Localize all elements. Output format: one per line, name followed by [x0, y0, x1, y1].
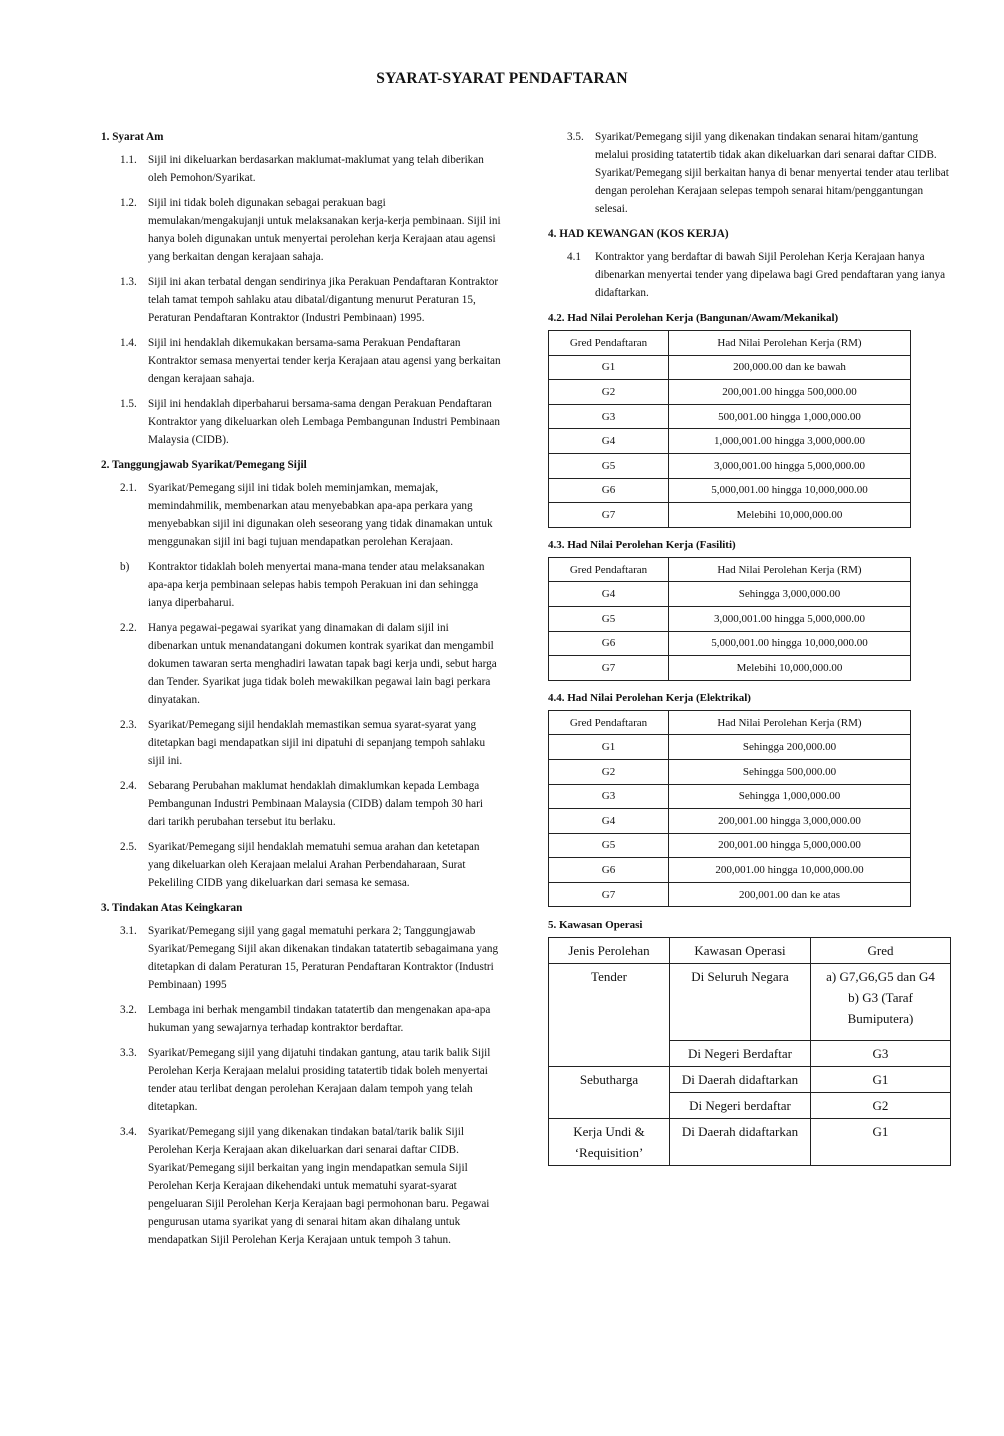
gred-cell: G7	[549, 656, 669, 681]
column-header: Jenis Perolehan	[549, 938, 670, 964]
gred-cell: G2	[549, 759, 669, 784]
clause-text: Syarikat/Pemegang sijil yang gagal mematuhi perkara 2; Tanggungjawab Syarikat/Pemegang Sijil akan dikenakan tindakan tatatertib sebagaimana yang ditetapkan di dalam Peraturan 15, Peraturan Pendaftaran Kontraktor (Industri Pembinaan) 1995	[148, 925, 499, 991]
clause-text: Hanya pegawai-pegawai syarikat yang dinamakan di dalam sijil ini dibenarkan untuk menandatangani dokumen kontrak syarikat dan mengambil dokumen tawaran serta menghadiri lawatan tapak bagi kerja undi, sebut harga dan Tender. Syarikat juga tidak boleh mewakilkan pegawai lain bagi perkara dinyatakan.	[148, 622, 497, 706]
section-1-heading: 1. Syarat Am	[101, 131, 164, 143]
clause-item	[548, 128, 950, 218]
clause-number: 3.2.	[120, 1004, 137, 1016]
clause-text: Sebarang Perubahan maklumat hendaklah dimaklumkan kepada Lembaga Pembangunan Industri Pembinaan Malaysia (CIDB) dalam tempoh 30 hari dari tarikh perubahan tersebut itu berlaku.	[148, 780, 483, 828]
table-row	[549, 882, 911, 907]
clause-item	[101, 479, 501, 551]
clause-number: 3.1.	[120, 925, 137, 937]
clause-text: Kontraktor tidaklah boleh menyertai mana-mana tender atau melaksanakan apa-apa kerja pembinaan selepas habis tempoh Perakuan ini dan sehingga ianya diperbaharui.	[148, 561, 485, 609]
gred-cell: G2	[811, 1093, 951, 1119]
clause-text: Syarikat/Pemegang sijil hendaklah memastikan semua syarat-syarat yang ditetapkan bagi mendapatkan sijil ini dipatuhi di sepanjang tempoh sahlaku sijil ini.	[148, 719, 486, 767]
table-row	[549, 833, 911, 858]
clause-text: Sijil ini tidak boleh digunakan sebagai perakuan bagi memulakan/mengakujanji untuk melaksanakan kerja-kerja pembinaan. Sijil ini hanya boleh digunakan untuk menyertai perolehan kerja Kerajaan atau agensi yang berkaitan dengan kerajaan sahaja.	[148, 197, 501, 263]
table-header-row	[549, 331, 911, 356]
clause-number: 1.2.	[120, 197, 137, 209]
gred-cell	[811, 964, 951, 1041]
gred-line: b) G3 (Taraf Bumiputera)	[847, 990, 914, 1027]
table-header-row	[549, 710, 911, 735]
clause-text: Sijil ini hendaklah dikemukakan bersama-sama Perakuan Pendaftaran Kontraktor semasa menyertai tender kerja Kerajaan atau agensi yang berkaitan dengan kerajaan sahaja.	[148, 337, 501, 385]
clause-text: Syarikat/Pemegang sijil ini tidak boleh meminjamkan, memajak, memindahmilik, membenarkan atau menyebabkan apa-apa perkara yang menyebabkan sijil ini digunakan oleh seseorang yang tidak dinamakan untuk menggunakan sijil ini bagi tujuan mendapatkan perolehan Kerajaan.	[148, 482, 493, 548]
section-2-list	[101, 479, 501, 892]
had-nilai-cell: 500,001.00 hingga 1,000,000.00	[669, 404, 911, 429]
table-row	[549, 656, 911, 681]
table-4-4-heading: 4.4. Had Nilai Perolehan Kerja (Elektrikal)	[548, 691, 751, 704]
table-row	[549, 1067, 951, 1093]
kawasan-cell: Di Negeri berdaftar	[670, 1093, 811, 1119]
had-nilai-cell: Sehingga 500,000.00	[669, 759, 911, 784]
clause-item	[101, 273, 501, 327]
clause-text: Sijil ini akan terbatal dengan sendirinya jika Perakuan Pendaftaran Kontraktor telah tamat tempoh sahlaku atau dibatal/digantung menurut Peraturan 15, Peraturan Pendaftaran Kontraktor (Industri Pembinaan) 1995.	[148, 276, 499, 324]
clause-number: 3.3.	[120, 1047, 137, 1059]
had-nilai-cell: Sehingga 1,000,000.00	[669, 784, 911, 809]
gred-cell: G7	[549, 882, 669, 907]
had-nilai-cell: 200,001.00 hingga 3,000,000.00	[669, 809, 911, 834]
clause-text: Syarikat/Pemegang sijil yang dikenakan tindakan senarai hitam/gantung melalui prosiding tatatertib tidak akan dikeluarkan dari senarai daftar CIDB. Syarikat/Pemegang sijil berkaitan hanya di benar menyertai tender atau terlibat dengan perolehan Kerajaan selepas tempoh senarai hitam/penggantungan selesai.	[595, 131, 949, 215]
gred-cell: G3	[549, 404, 669, 429]
gred-cell: G7	[549, 503, 669, 528]
had-nilai-cell: 200,001.00 hingga 500,000.00	[669, 380, 911, 405]
table-row	[549, 784, 911, 809]
table-row	[549, 429, 911, 454]
table-row	[549, 1119, 951, 1166]
had-nilai-cell: 5,000,001.00 hingga 10,000,000.00	[669, 478, 911, 503]
gred-cell: G3	[549, 784, 669, 809]
clause-number: 2.5.	[120, 841, 137, 853]
clause-item	[101, 151, 501, 187]
table-row	[549, 355, 911, 380]
gred-cell: G6	[549, 858, 669, 883]
clause-number: 1.3.	[120, 276, 137, 288]
table-row	[549, 735, 911, 760]
section-3-list	[101, 922, 501, 1249]
gred-cell: G1	[549, 355, 669, 380]
gred-cell: G4	[549, 429, 669, 454]
page-title: SYARAT-SYARAT PENDAFTARAN	[376, 70, 628, 87]
clause-text: Sijil ini hendaklah diperbaharui bersama-sama dengan Perakuan Pendaftaran Kontraktor yang dikeluarkan oleh Lembaga Pembangunan Industri Pembinaan Malaysia (CIDB).	[148, 398, 500, 446]
table-row	[549, 606, 911, 631]
clause-item	[101, 334, 501, 388]
gred-cell: G1	[811, 1119, 951, 1166]
clause-number: 3.5.	[567, 131, 584, 143]
gred-cell: G5	[549, 833, 669, 858]
had-nilai-cell: 5,000,001.00 hingga 10,000,000.00	[669, 631, 911, 656]
gred-cell: G2	[549, 380, 669, 405]
table-header-row	[549, 938, 951, 964]
table-header-row	[549, 557, 911, 582]
clause-item	[101, 1001, 501, 1037]
table-5-heading: 5. Kawasan Operasi	[548, 919, 643, 932]
clause-item	[101, 716, 501, 770]
gred-cell: G5	[549, 606, 669, 631]
clause-text: Lembaga ini berhak mengambil tindakan tatatertib dan mengenakan apa-apa hukuman yang sewajarnya terhadap kontraktor berdaftar.	[148, 1004, 491, 1034]
column-header: Had Nilai Perolehan Kerja (RM)	[669, 710, 911, 735]
gred-cell: G5	[549, 453, 669, 478]
clause-item	[101, 838, 501, 892]
had-nilai-cell: 200,001.00 hingga 5,000,000.00	[669, 833, 911, 858]
clause-number: b)	[120, 561, 130, 573]
clause-text: Syarikat/Pemegang sijil yang dikenakan tindakan batal/tarik balik Sijil Perolehan Kerja Kerajaan akan dikeluarkan dari senarai daftar CIDB. Syarikat/Pemegang sijil berkaitan yang ingin mendapatkan semula Sijil Perolehan Kerja Kerajaan dikehendaki untuk mematuhi syarat-syarat pengeluaran Sijil Perolehan Kerja Kerajaan bagi permohonan baru. Pegawai pengurusan utama syarikat yang di senarai hitam akan dihalang untuk mendapatkan Sijil Perolehan Kerja Kerajaan untuk tempoh 3 tahun.	[148, 1126, 490, 1246]
gred-cell: G1	[549, 735, 669, 760]
clause-number: 2.4.	[120, 780, 137, 792]
gred-cell: G3	[811, 1041, 951, 1067]
table-row	[549, 453, 911, 478]
clause-item	[101, 558, 501, 612]
kawasan-cell: Di Seluruh Negara	[670, 964, 811, 1041]
table-row	[549, 858, 911, 883]
gred-cell: G4	[549, 582, 669, 607]
clause-number: 1.4.	[120, 337, 137, 349]
kawasan-cell: Di Daerah didaftarkan	[670, 1067, 811, 1093]
clause-item	[101, 395, 501, 449]
clause-text: Syarikat/Pemegang sijil yang dijatuhi tindakan gantung, atau tarik balik Sijil Perolehan Kerja Kerajaan melalui prosiding tatatertib tidak boleh menyertai tender atau terlibat dengan perolehan Kerajaan dalam tempoh yang telah ditetapkan.	[148, 1047, 491, 1113]
had-nilai-cell: Melebihi 10,000,000.00	[669, 503, 911, 528]
table-row	[549, 404, 911, 429]
clause-number: 3.4.	[120, 1126, 137, 1138]
table-4-2-heading: 4.2. Had Nilai Perolehan Kerja (Bangunan/Awam/Mekanikal)	[548, 312, 839, 324]
right-column	[548, 128, 950, 1166]
gred-cell: G4	[549, 809, 669, 834]
table-row	[549, 759, 911, 784]
clause-item	[101, 922, 501, 994]
column-header: Kawasan Operasi	[670, 938, 811, 964]
column-header: Gred Pendaftaran	[549, 557, 669, 582]
had-nilai-cell: Sehingga 200,000.00	[669, 735, 911, 760]
clause-item	[101, 1044, 501, 1116]
column-header: Gred Pendaftaran	[549, 710, 669, 735]
clause-text: Kontraktor yang berdaftar di bawah Sijil Perolehan Kerja Kerajaan hanya dibenarkan menyertai tender yang dipelawa bagi Gred pendaftaran yang ianya didaftarkan.	[595, 251, 946, 299]
clause-item	[101, 194, 501, 266]
gred-cell: G6	[549, 478, 669, 503]
clause-item	[101, 1123, 501, 1249]
had-nilai-cell: Sehingga 3,000,000.00	[669, 582, 911, 607]
clause-item	[548, 248, 950, 302]
section-2-heading: 2. Tanggungjawab Syarikat/Pemegang Sijil	[101, 459, 307, 471]
had-nilai-cell: 1,000,001.00 hingga 3,000,000.00	[669, 429, 911, 454]
section-1-list	[101, 151, 501, 449]
gred-cell: G1	[811, 1067, 951, 1093]
kawasan-cell: Di Daerah didaftarkan	[670, 1119, 811, 1166]
table-row	[549, 503, 911, 528]
table-row	[549, 478, 911, 503]
clause-text: Sijil ini dikeluarkan berdasarkan maklumat-maklumat yang telah diberikan oleh Pemohon/Syarikat.	[148, 154, 484, 184]
column-header: Gred	[811, 938, 951, 964]
had-nilai-cell: 200,001.00 hingga 10,000,000.00	[669, 858, 911, 883]
column-header: Gred Pendaftaran	[549, 331, 669, 356]
clause-number: 1.5.	[120, 398, 137, 410]
clause-text: Syarikat/Pemegang sijil hendaklah mematuhi semua arahan dan ketetapan yang dikeluarkan oleh Kerajaan melalui Arahan Perbendaharaan, Surat Pekeliling CIDB yang dikeluarkan dari semasa ke semasa.	[148, 841, 480, 889]
column-header: Had Nilai Perolehan Kerja (RM)	[669, 557, 911, 582]
table-4-2	[548, 330, 911, 528]
had-nilai-cell: Melebihi 10,000,000.00	[669, 656, 911, 681]
table-row	[549, 631, 911, 656]
table-row	[549, 964, 951, 1041]
left-column	[101, 128, 501, 1256]
section-3-heading: 3. Tindakan Atas Keingkaran	[101, 902, 243, 914]
clause-number: 4.1	[567, 251, 581, 263]
had-nilai-cell: 200,001.00 dan ke atas	[669, 882, 911, 907]
clause-number: 2.1.	[120, 482, 137, 494]
had-nilai-cell: 3,000,001.00 hingga 5,000,000.00	[669, 453, 911, 478]
jenis-cell: Kerja Undi & ‘Requisition’	[549, 1119, 670, 1166]
table-row	[549, 380, 911, 405]
clause-item	[101, 619, 501, 709]
section-4-heading: 4. HAD KEWANGAN (KOS KERJA)	[548, 228, 729, 240]
gred-cell: G6	[549, 631, 669, 656]
table-4-4	[548, 710, 911, 908]
table-4-3	[548, 557, 911, 681]
gred-line: a) G7,G6,G5 dan G4	[826, 969, 935, 985]
jenis-cell: Tender	[549, 964, 670, 1067]
table-row	[549, 809, 911, 834]
jenis-cell: Sebutharga	[549, 1067, 670, 1119]
clause-item	[101, 777, 501, 831]
clause-number: 1.1.	[120, 154, 137, 166]
clause-number: 2.2.	[120, 622, 137, 634]
column-header: Had Nilai Perolehan Kerja (RM)	[669, 331, 911, 356]
kawasan-operasi-table	[548, 937, 951, 1166]
table-row	[549, 582, 911, 607]
table-4-3-heading: 4.3. Had Nilai Perolehan Kerja (Fasiliti)	[548, 538, 736, 551]
had-nilai-cell: 3,000,001.00 hingga 5,000,000.00	[669, 606, 911, 631]
kawasan-cell: Di Negeri Berdaftar	[670, 1041, 811, 1067]
had-nilai-cell: 200,000.00 dan ke bawah	[669, 355, 911, 380]
clause-number: 2.3.	[120, 719, 137, 731]
